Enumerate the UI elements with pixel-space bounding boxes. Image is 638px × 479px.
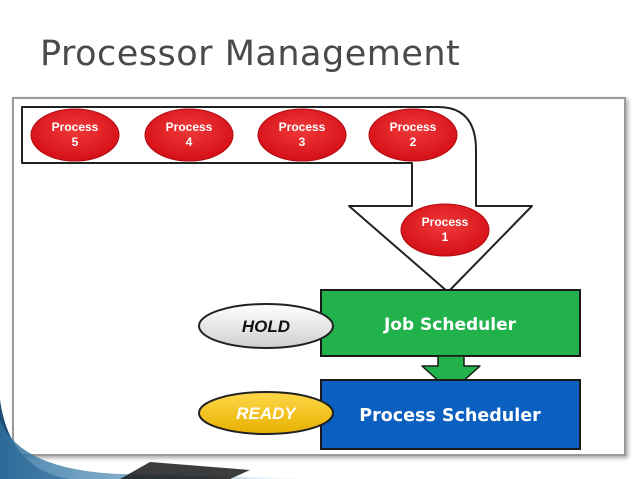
- ready-state-oval: [199, 392, 333, 434]
- process-5-label: Process: [51, 120, 99, 134]
- process-oval-1: [401, 204, 489, 256]
- hold-state-oval: [199, 304, 333, 348]
- process-1-number: 1: [441, 230, 449, 244]
- process-2-number: 2: [409, 135, 417, 149]
- process-scheduler-box: [321, 380, 580, 449]
- process-3-label: Process: [278, 120, 326, 134]
- hold-state-label: HOLD: [241, 317, 291, 336]
- process-2-label: Process: [389, 120, 437, 134]
- process-oval-4: [145, 109, 233, 161]
- process-oval-2: [369, 109, 457, 161]
- process-oval-5: [31, 109, 119, 161]
- job-scheduler-box: [321, 290, 580, 356]
- process-4-label: Process: [165, 120, 213, 134]
- process-5-number: 5: [71, 135, 79, 149]
- process-scheduler-label: Process Scheduler: [359, 406, 541, 426]
- process-1-label: Process: [421, 215, 469, 229]
- process-3-number: 3: [298, 135, 306, 149]
- slide-title: Processor Management: [40, 34, 461, 74]
- ready-state-label: READY: [236, 404, 296, 423]
- process-4-number: 4: [185, 135, 193, 149]
- process-oval-3: [258, 109, 346, 161]
- job-scheduler-label: Job Scheduler: [383, 315, 517, 335]
